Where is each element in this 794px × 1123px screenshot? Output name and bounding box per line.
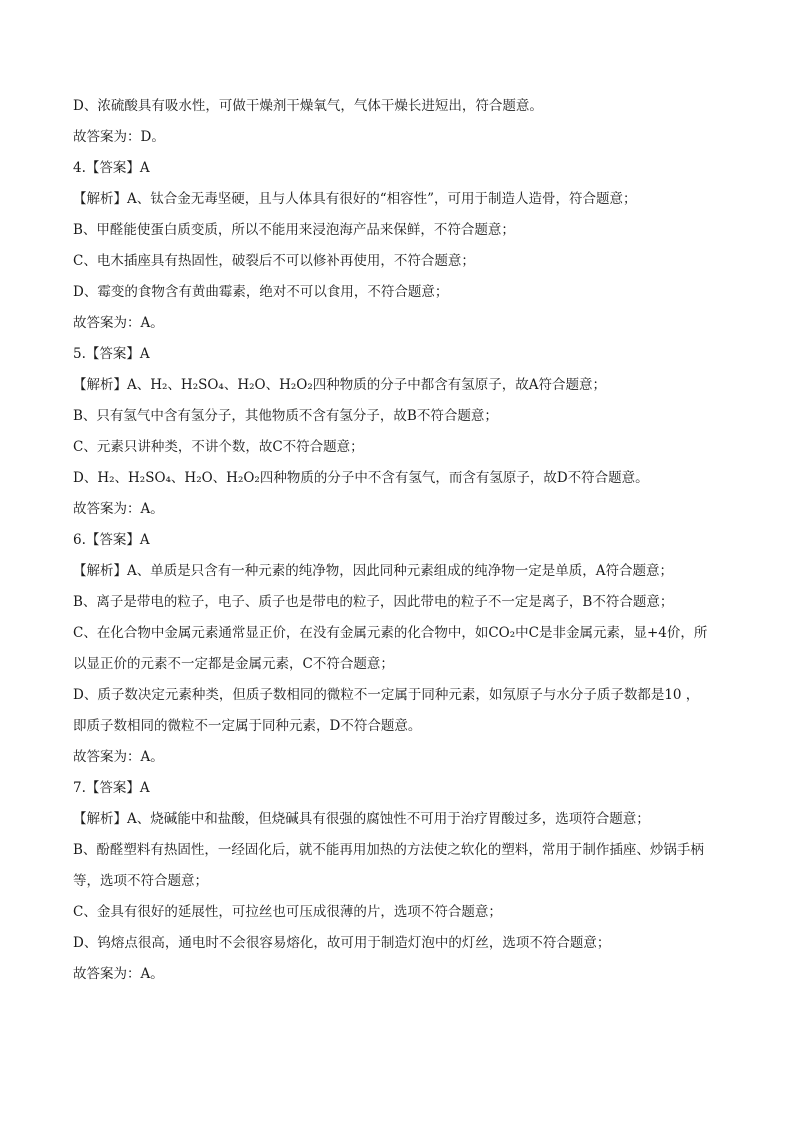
text-line: C、电木插座具有热固性，破裂后不可以修补再使用，不符合题意； — [73, 253, 475, 269]
text-line: C、在化合物中金属元素通常显正价，在没有金属元素的化合物中，如CO₂中C是非金属元素，显+4价，所 — [73, 625, 708, 641]
answer-heading: 5.【答案】A — [73, 346, 150, 362]
text-line: D、浓硫酸具有吸水性，可做干燥剂干燥氧气，气体干燥长进短出，符合题意。 — [73, 98, 543, 114]
text-line: 等，选项不符合题意； — [73, 873, 208, 889]
text-line: 【解析】A、钛合金无毒坚硬，且与人体具有很好的“相容性”，可用于制造人造骨，符合题意； — [73, 191, 637, 207]
text-line: 故答案为：A。 — [73, 501, 164, 517]
text-line: B、只有氢气中含有氢分子，其他物质不含有氢分子，故B不符合题意； — [73, 408, 498, 424]
text-line: B、离子是带电的粒子，电子、质子也是带电的粒子，因此带电的粒子不一定是离子，B不符合题意； — [73, 594, 674, 610]
answer-heading: 4.【答案】A — [73, 160, 150, 176]
text-line: D、质子数决定元素种类，但质子数相同的微粒不一定属于同种元素，如氖原子与水分子质子数都是10 ， — [73, 687, 700, 703]
text-line: 【解析】A、烧碱能中和盐酸，但烧碱具有很强的腐蚀性不可用于治疗胃酸过多，选项符合题意； — [73, 811, 650, 827]
document-page — [73, 98, 733, 997]
answer-heading: 6.【答案】A — [73, 532, 150, 548]
text-line: B、酚醛塑料有热固性，一经固化后，就不能再用加热的方法使之软化的塑料，常用于制作插座、炒锅手柄 — [73, 842, 704, 858]
text-line: 【解析】A、H₂、H₂SO₄、H₂O、H₂O₂四种物质的分子中都含有氢原子，故A符合题意； — [73, 377, 607, 393]
text-line: 以显正价的元素不一定都是金属元素，C不符合题意； — [73, 656, 394, 672]
text-line: C、元素只讲种类，不讲个数，故C不符合题意； — [73, 439, 364, 455]
text-line: 故答案为：A。 — [73, 749, 164, 765]
text-line: 【解析】A、单质是只含有一种元素的纯净物，因此同种元素组成的纯净物一定是单质，A符合题意； — [73, 563, 673, 579]
text-line: C、金具有很好的延展性，可拉丝也可压成很薄的片，选项不符合题意； — [73, 904, 502, 920]
text-line: 即质子数相同的微粒不一定属于同种元素，D不符合题意。 — [73, 718, 422, 734]
text-line: 故答案为：A。 — [73, 315, 164, 331]
text-line: D、霉变的食物含有黄曲霉素，绝对不可以食用，不符合题意； — [73, 284, 449, 300]
text-line: B、甲醛能使蛋白质变质，所以不能用来浸泡海产品来保鲜，不符合题意； — [73, 222, 515, 238]
text-line: 故答案为：D。 — [73, 129, 165, 145]
text-line: D、钨熔点很高，通电时不会很容易熔化，故可用于制造灯泡中的灯丝，选项不符合题意； — [73, 935, 611, 951]
answer-heading: 7.【答案】A — [73, 780, 150, 796]
text-line: 故答案为：A。 — [73, 966, 164, 982]
text-line: D、H₂、H₂SO₄、H₂O、H₂O₂四种物质的分子中不含有氢气，而含有氢原子，故D不符合题意。 — [73, 470, 649, 486]
